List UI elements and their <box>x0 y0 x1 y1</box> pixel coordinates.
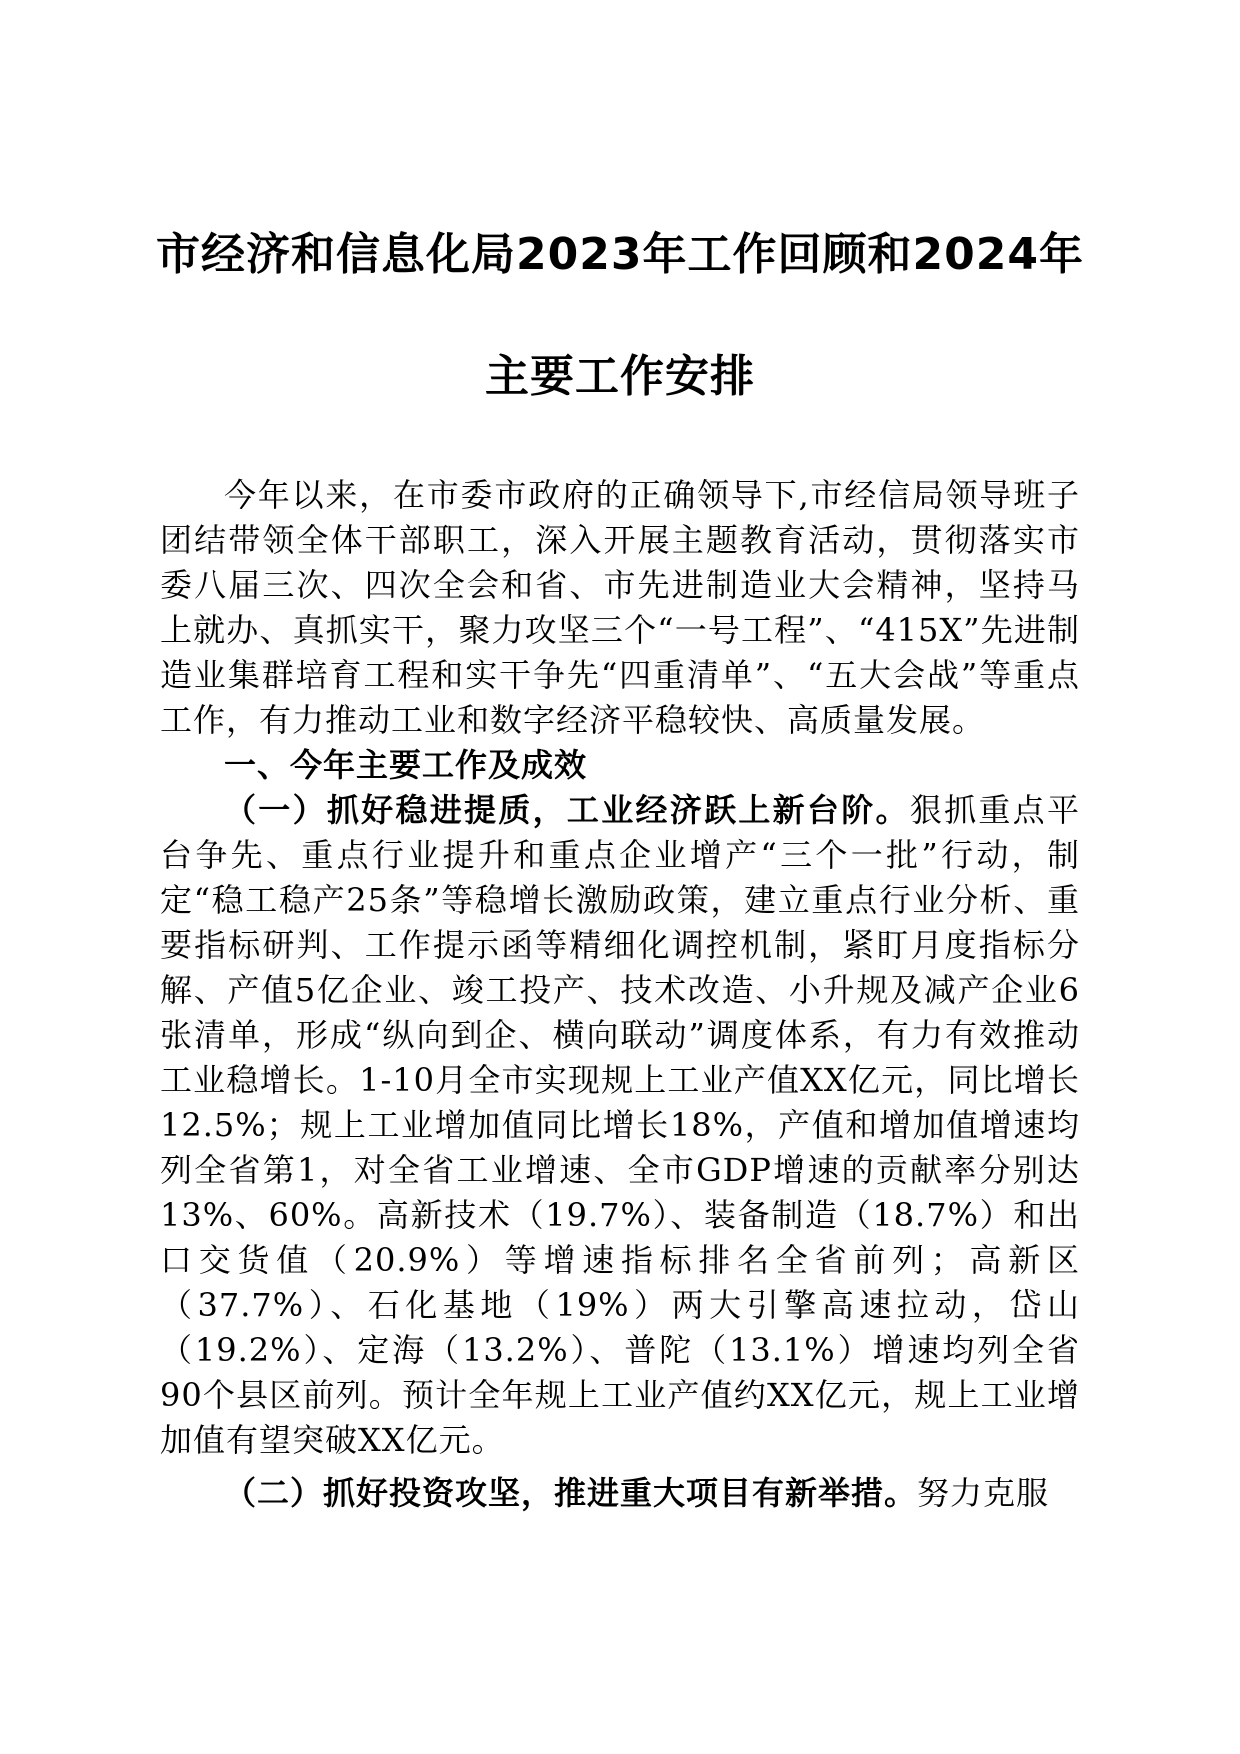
item-1-paragraph <box>160 788 1080 1463</box>
document-body <box>160 473 1080 1516</box>
item-2-paragraph <box>160 1471 1080 1516</box>
document-title-line-1: 市经济和信息化局2023年工作回顾和2024年 <box>156 229 1084 280</box>
document-title-line-2: 主要工作安排 <box>485 351 755 402</box>
section-heading-1: 一、今年主要工作及成效 <box>224 746 588 784</box>
intro-paragraph: 今年以来，在市委市政府的正确领导下,市经信局领导班子团结带领全体干部职工，深入开展主题教育活动，贯彻落实市委八届三次、四次全会和省、市先进制造业大会精神，坚持马上就办、真抓实干，聚力攻坚三个“一号工程”、“415X”先进制造业集群培育工程和实干争先“四重清单”、“五大会战”等重点工作，有力推动工业和数字经济平稳较快、高质量发展。 <box>160 476 1080 739</box>
item-1-text: 狠抓重点平台争先、重点行业提升和重点企业增产“三个一批”行动，制定“稳工稳产25条”等稳增长激励政策，建立重点行业分析、重要指标研判、工作提示函等精细化调控机制，紧盯月度指标分解、产值5亿企业、竣工投产、技术改造、小升规及减产企业6张清单，形成“纵向到企、横向联动”调度体系，有力有效推动工业稳增长。1-10月全市实现规上工业产值XX亿元，同比增长12.5%；规上工业增加值同比增长18%，产值和增加值增速均列全省第1，对全省工业增速、全市GDP增速的贡献率分别达13%、60%。高新技术（19.7%）、装备制造（18.7%）和出口交货值（20.9%）等增速指标排名全省前列；高新区（37.7%）、石化基地（19%）两大引擎高速拉动，岱山（19.2%）、定海（13.2%）、普陀（13.1%）增速均列全省90个县区前列。预计全年规上工业产值约XX亿元，规上工业增加值有望突破XX亿元。 <box>160 791 1080 1459</box>
item-2-lead: （二）抓好投资攻坚，推进重大项目有新举措。 <box>224 1474 918 1512</box>
item-2-text: 努力克服 <box>917 1474 1050 1512</box>
item-1-lead: （一）抓好稳进提质，工业经济跃上新台阶。 <box>224 791 910 829</box>
